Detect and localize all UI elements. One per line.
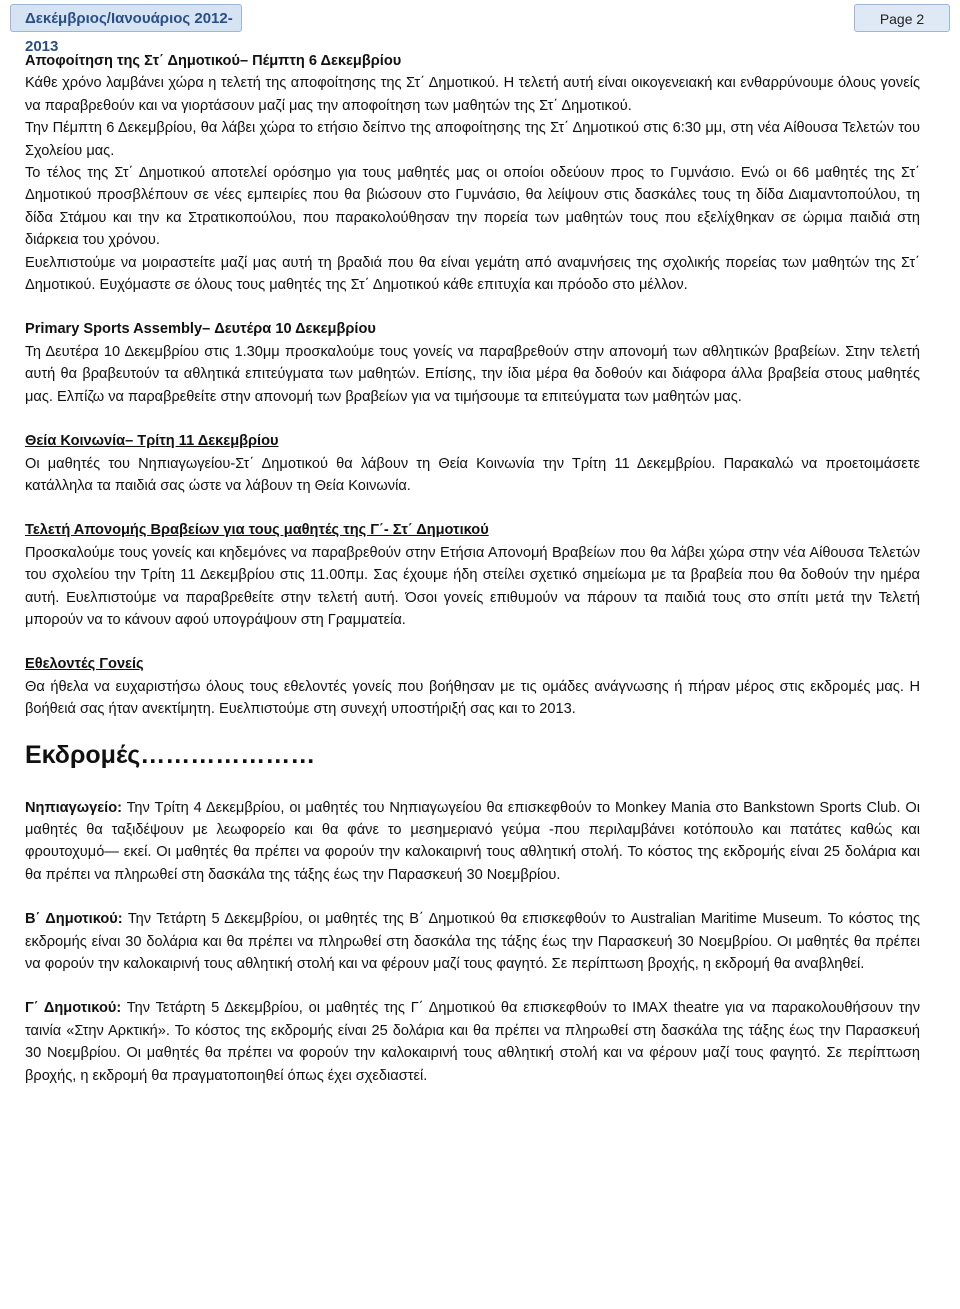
excursion-text: Την Τρίτη 4 Δεκεμβρίου, οι μαθητές του Νηπιαγωγείου θα επισκεφθούν το Monkey Mania στο Bankstown Sports Club. Οι μαθητές θα ταξιδέψουν με λεωφορείο και θα φάνε το μεσημεριανό γεύμα -που περιλαμβάνει κοτόπουλο και πατάτες καθώς και φρουτοχυμό— εκεί. Οι μαθητές θα πρέπει να φορούν την καλοκαιρινή τους αθλητική στολή. Το κόστος της εκδρομής είναι 25 δολάρια και θα πρέπει να πληρωθεί στη δασκάλα της τάξης έως την Παρασκευή 30 Νοεμβρίου. (25, 799, 920, 883)
paragraph: Προσκαλούμε τους γονείς και κηδεμόνες να παραβρεθούν στην Ετήσια Απονομή Βραβείων που θα λάβει χώρα στην νέα Αίθουσα Τελετών του σχολείου την Τρίτη 11 Δεκεμβρίου στις 11.00πμ. Σας έχουμε ήδη στείλει σχετικό σημείωμα με τα βραβεία που θα δοθούν την ημέρα αυτή. Ευελπιστούμε να παραβρεθείτε στην τελετή αυτή. Όσοι γονείς επιθυμούν να πάρουν τα παιδιά τους στο σπίτι μετά την Τελετή μπορούν να το κάνουν αφού υπογράψουν στη Γραμματεία. (25, 544, 920, 628)
newsletter-title: Δεκέμβριος/Ιανουάριος 2012-2013 (10, 4, 242, 32)
paragraph: Το τέλος της Στ΄ Δημοτικού αποτελεί ορόσημο για τους μαθητές μας οι οποίοι οδεύουν προς το Γυμνάσιο. Ενώ οι 66 μαθητές της Στ΄ Δημοτικού προσβλέπουν σε νέες εμπειρίες που θα βιώσουν στο Γυμνάσιο, θα λείψουν στις δασκάλες τους τη δίδα Διαμαντοπούλου, τη δίδα Στάμου και την κα Στρατικοπούλου, που παρακολούθησαν την πορεία των μαθητών τους που εξελίχθηκαν σε ώριμα παιδιά στη διάρκεια του χρόνου. (25, 165, 920, 249)
excursion-year3 (25, 997, 920, 1087)
paragraph: Τη Δευτέρα 10 Δεκεμβρίου στις 1.30μμ προσκαλούμε τους γονείς να παραβρεθούν στην απονομή των αθλητικών βραβείων. Στην τελετή αυτή θα βραβευτούν τα αθλητικά επιτεύγματα των μαθητών. Επίσης, την ίδια μέρα θα δοθούν και διάφορα άλλα βραβεία στους μαθητές μας. Ελπίζω να παραβρεθείτε στην απονομή των βραβείων για να τιμήσουμε τα επιτεύγματα των μαθητών μας. (25, 343, 920, 405)
section-awards-ceremony (25, 519, 920, 631)
section-volunteer-parents (25, 653, 920, 720)
paragraph (25, 997, 920, 1087)
section-title: Εθελοντές Γονείς (25, 656, 144, 673)
spacer (25, 408, 920, 430)
excursion-text: Την Τετάρτη 5 Δεκεμβρίου, οι μαθητές της Γ΄ Δημοτικού θα επισκεφθούν το IMAX theatre για να παρακολουθήσουν την ταινία «Στην Αρκτική». Το κόστος της εκδρομής είναι 25 δολάρια και θα πρέπει να πληρωθεί στη δασκάλα της τάξης έως την Παρασκευή 30 Νοεμβρίου. Οι μαθητές θα πρέπει να φορούν την καλοκαιρινή τους αθλητική στολή και να φέρουν μαζί τους φαγητό. Σε περίπτωση βροχής, η εκδρομή θα πραγματοποιηθεί όπως έχει σχεδιαστεί. (25, 1000, 920, 1084)
excursion-label: Νηπιαγωγείο: (25, 799, 122, 816)
excursion-label: Γ΄ Δημοτικού: (25, 1000, 122, 1017)
spacer (25, 497, 920, 519)
document-body (25, 50, 920, 1087)
page-number: Page 2 (854, 4, 950, 32)
section-sports-assembly (25, 318, 920, 408)
spacer (25, 886, 920, 908)
excursion-label: Β΄ Δημοτικού: (25, 911, 123, 928)
page-header (10, 4, 950, 55)
section-graduation (25, 50, 920, 296)
paragraph: Την Πέμπτη 6 Δεκεμβρίου, θα λάβει χώρα το ετήσιο δείπνο της αποφοίτησης της Στ΄ Δημοτικού στις 6:30 μμ, στη νέα Αίθουσα Τελετών του Σχολείου μας. (25, 120, 920, 159)
spacer (25, 975, 920, 997)
paragraph (25, 908, 920, 975)
section-holy-communion (25, 430, 920, 497)
spacer (25, 296, 920, 318)
section-title: Τελετή Απονομής Βραβείων για τους μαθητές της Γ΄- Στ΄ Δημοτικού (25, 522, 489, 539)
paragraph (25, 797, 920, 887)
paragraph: Κάθε χρόνο λαμβάνει χώρα η τελετή της αποφοίτησης της Στ΄ Δημοτικού. Η τελετή αυτή είναι οικογενειακή και ενθαρρύνουμε όλους γονείς να παραβρεθούν και να γιορτάσουν μαζί μας την αποφοίτηση των μαθητών της Στ΄ Δημοτικού. (25, 75, 920, 114)
paragraph: Ευελπιστούμε να μοιραστείτε μαζί μας αυτή τη βραδιά που θα είναι γεμάτη από αναμνήσεις της σχολικής πορείας των μαθητών της Στ΄ Δημοτικού. Ευχόμαστε σε όλους τους μαθητές της Στ΄ Δημοτικού κάθε επιτυχία και πρόοδο στο μέλλον. (25, 254, 920, 294)
paragraph: Οι μαθητές του Νηπιαγωγείου-Στ΄ Δημοτικού θα λάβουν τη Θεία Κοινωνία την Τρίτη 11 Δεκεμβρίου. Παρακαλώ να προετοιμάσετε κατάλληλα τα παιδιά σας ώστε να λάβουν τη Θεία Κοινωνία. (25, 455, 920, 494)
excursion-text: Την Τετάρτη 5 Δεκεμβρίου, οι μαθητές της Β΄ Δημοτικού θα επισκεφθούν το Australian Maritime Museum. Το κόστος της εκδρομής είναι 30 δολάρια και θα πρέπει να πληρωθεί στη δασκάλα της τάξης έως την Παρασκευή 30 Νοεμβρίου. Οι μαθητές θα πρέπει να φορούν την καλοκαιρινή τους αθλητική στολή και να φέρουν μαζί τους φαγητό. Σε περίπτωση βροχής, η εκδρομή θα αναβληθεί. (25, 911, 920, 972)
excursion-year2 (25, 908, 920, 975)
paragraph: Θα ήθελα να ευχαριστήσω όλους τους εθελοντές γονείς που βοήθησαν με τις ομάδες ανάγνωσης ή πήραν μέρος στις εκδρομές μας. Η βοήθειά σας ήταν ανεκτίμητη. Ευελπιστούμε στη συνεχή υποστήριξή σας και το 2013. (25, 678, 920, 718)
excursion-kindergarten (25, 797, 920, 887)
section-title: Primary Sports Assembly– Δευτέρα 10 Δεκεμβρίου (25, 321, 376, 338)
section-title: Αποφοίτηση της Στ΄ Δημοτικού– Πέμπτη 6 Δεκεμβρίου (25, 53, 402, 69)
spacer (25, 631, 920, 653)
excursions-heading: Εκδρομές………………… (25, 740, 316, 769)
section-title: Θεία Κοινωνία– Τρίτη 11 Δεκεμβρίου (25, 433, 279, 450)
